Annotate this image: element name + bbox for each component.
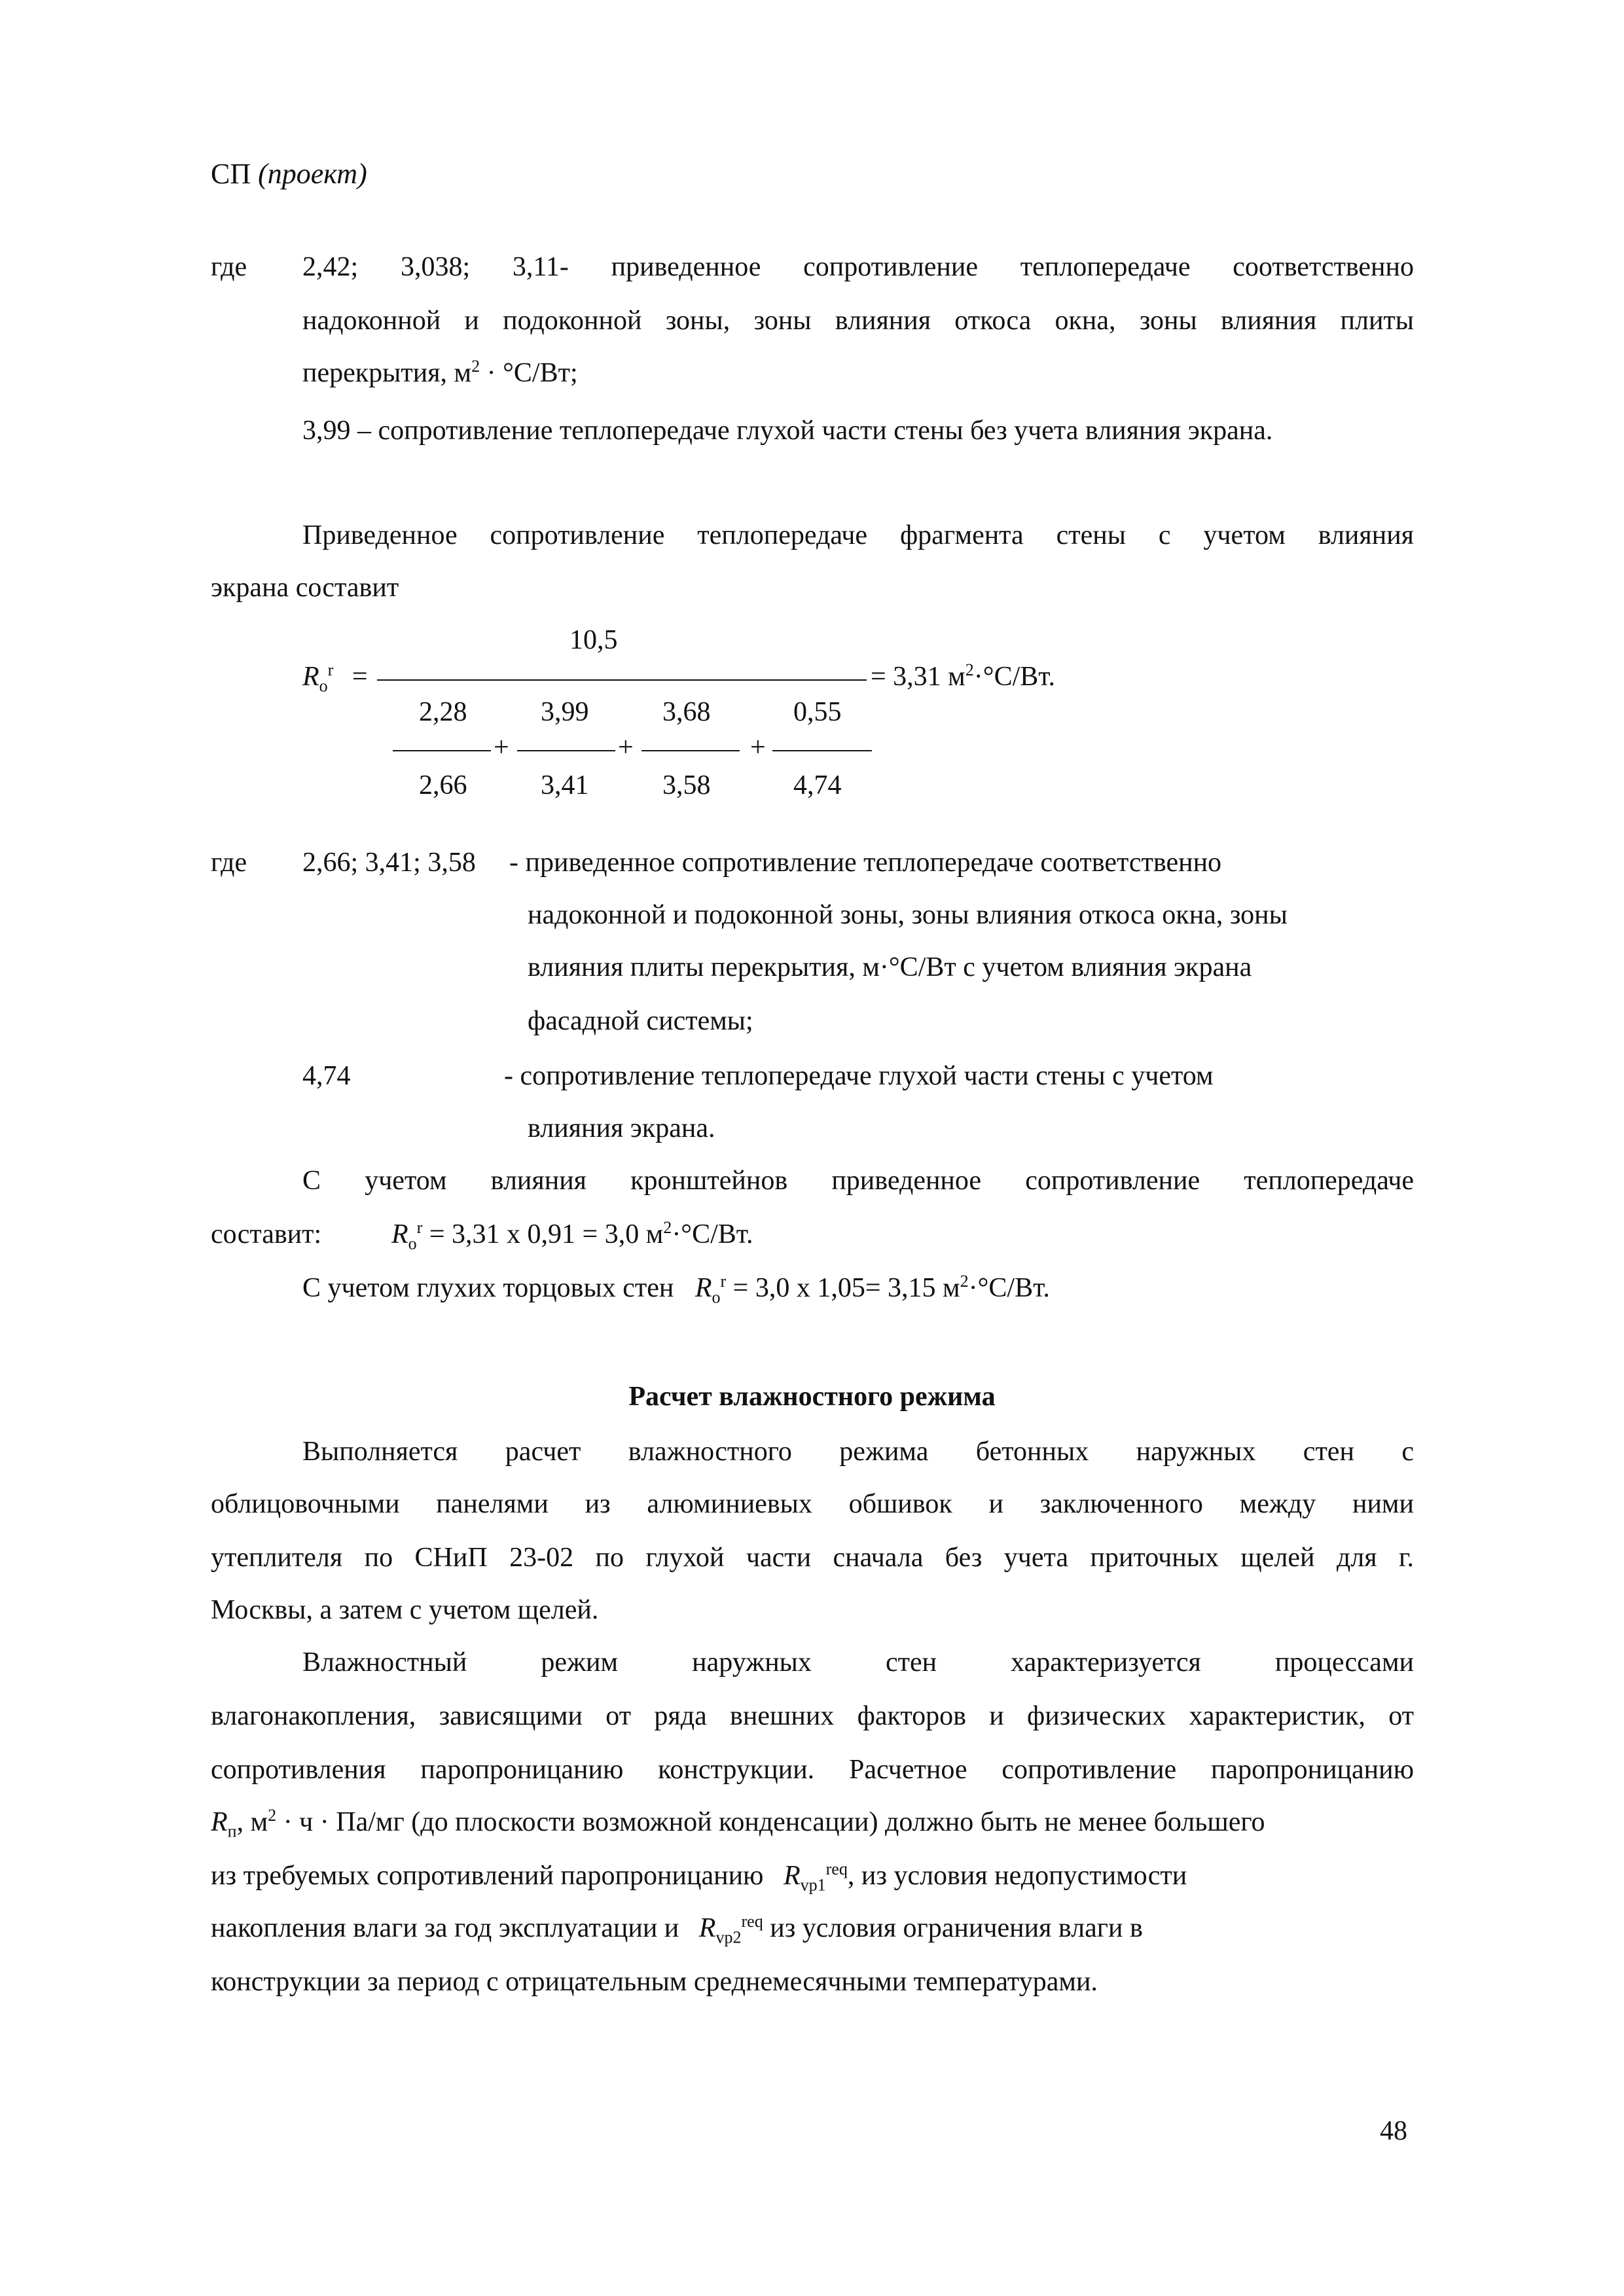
- para2-line1: С учетом влияния кронштейнов приведенное сопротивление теплопередаче: [302, 1166, 1414, 1196]
- term3-numerator: 3,68: [662, 697, 711, 727]
- block1-line3: перекрытия, $м^2 \cdot ^\circ С/Вт$;: [302, 357, 578, 388]
- block1-line4: 3,99 – сопротивление теплопередаче глухой части стены без учета влияния экрана.: [302, 416, 1273, 446]
- term4-bar: [772, 750, 872, 751]
- term1-denominator: 2,66: [419, 770, 467, 800]
- para3-line2: облицовочными панелями из алюминиевых обшивок и заключенного между ними: [211, 1489, 1414, 1519]
- term2-numerator: 3,99: [541, 697, 589, 727]
- formula-numerator: 10,5: [569, 625, 618, 655]
- para4-line1: Влажностный режим наружных стен характеризуется процессами: [302, 1647, 1414, 1677]
- term3-denominator: 3,58: [662, 770, 711, 800]
- para4-line6: накопления влаги за год эксплуатации и $R_{vp2}^{req}$ из условия ограничения влаги в: [211, 1912, 1143, 1947]
- term3-bar: [641, 750, 740, 751]
- block2-values: 2,66; 3,41; 3,58: [302, 848, 476, 878]
- term4-numerator: 0,55: [793, 697, 842, 727]
- para1-line2: экрана составит: [211, 573, 399, 603]
- para2-line2-formula: $R_o^r = 3,31$ х 0,91 = 3,0 $м^2\cdot^\circ С/Вт$.: [391, 1218, 753, 1253]
- para2-line2-label: составит:: [211, 1219, 322, 1249]
- para1-line1: Приведенное сопротивление теплопередаче фрагмента стены с учетом влияния: [302, 520, 1414, 550]
- term2-bar: [517, 750, 615, 751]
- para2-line3: С учетом глухих торцовых стен $R_o^r = 3,0$ х 1,05= 3,15 $м^2\cdot^\circ С/Вт$.: [302, 1272, 1050, 1307]
- para3-line3: утеплителя по СНиП 23-02 по глухой части сначала без учета приточных щелей для г.: [211, 1543, 1414, 1573]
- plus-1: +: [494, 732, 509, 762]
- block2-desc5: - сопротивление теплопередаче глухой части стены с учетом: [504, 1061, 1214, 1091]
- term2-denominator: 3,41: [541, 770, 589, 800]
- page-number: 48: [1380, 2116, 1407, 2146]
- para3-line4: Москвы, а затем с учетом щелей.: [211, 1595, 599, 1625]
- where-label-1: где: [211, 252, 247, 282]
- block2-desc6: влияния экрана.: [528, 1113, 715, 1143]
- block2-val2: 4,74: [302, 1061, 351, 1091]
- plus-3: +: [750, 732, 766, 762]
- block2-desc2: надоконной и подоконной зоны, зоны влияния откоса окна, зоны: [528, 900, 1288, 930]
- block2-desc4: фасадной системы;: [528, 1006, 753, 1036]
- running-header: [211, 157, 367, 190]
- formula-result: = 3,31 $м^2\cdot^\circ С/Вт$.: [871, 660, 1055, 692]
- formula-lhs: $R_o^r$ =: [302, 660, 368, 696]
- where-label-2: где: [211, 848, 247, 878]
- block2-desc3: влияния плиты перекрытия, м·°С/Вт с учетом влияния экрана: [528, 952, 1252, 982]
- block1-line2: надоконной и подоконной зоны, зоны влияния откоса окна, зоны влияния плиты: [302, 306, 1414, 336]
- para4-line7: конструкции за период с отрицательным среднемесячными температурами.: [211, 1967, 1098, 1997]
- main-fraction-bar: [377, 679, 867, 681]
- term1-numerator: 2,28: [419, 697, 467, 727]
- para4-line2: влагонакопления, зависящими от ряда внешних факторов и физических характеристик, от: [211, 1701, 1414, 1731]
- plus-2: +: [618, 732, 634, 762]
- para4-line4: $R_п$, $м^2 \cdot ч \cdot Па/мг$ (до плоскости возможной конденсации) должно быть не менее большего: [211, 1806, 1265, 1841]
- para4-line3: сопротивления паропроницанию конструкции. Расчетное сопротивление паропроницанию: [211, 1755, 1414, 1785]
- block1-line1: 2,42; 3,038; 3,11- приведенное сопротивление теплопередаче соответственно: [302, 252, 1414, 282]
- header-sp: СП: [211, 158, 251, 190]
- para4-line5: из требуемых сопротивлений паропроницанию $R_{vp1}^{req}$, из условия недопустимости: [211, 1859, 1187, 1895]
- term1-bar: [393, 750, 491, 751]
- para3-line1: Выполняется расчет влажностного режима бетонных наружных стен с: [302, 1437, 1414, 1467]
- section-heading: Расчет влажностного режима: [628, 1382, 996, 1412]
- block2-desc1: - приведенное сопротивление теплопередаче соответственно: [509, 848, 1222, 878]
- term4-denominator: 4,74: [793, 770, 842, 800]
- header-proekt: (проект): [258, 158, 367, 190]
